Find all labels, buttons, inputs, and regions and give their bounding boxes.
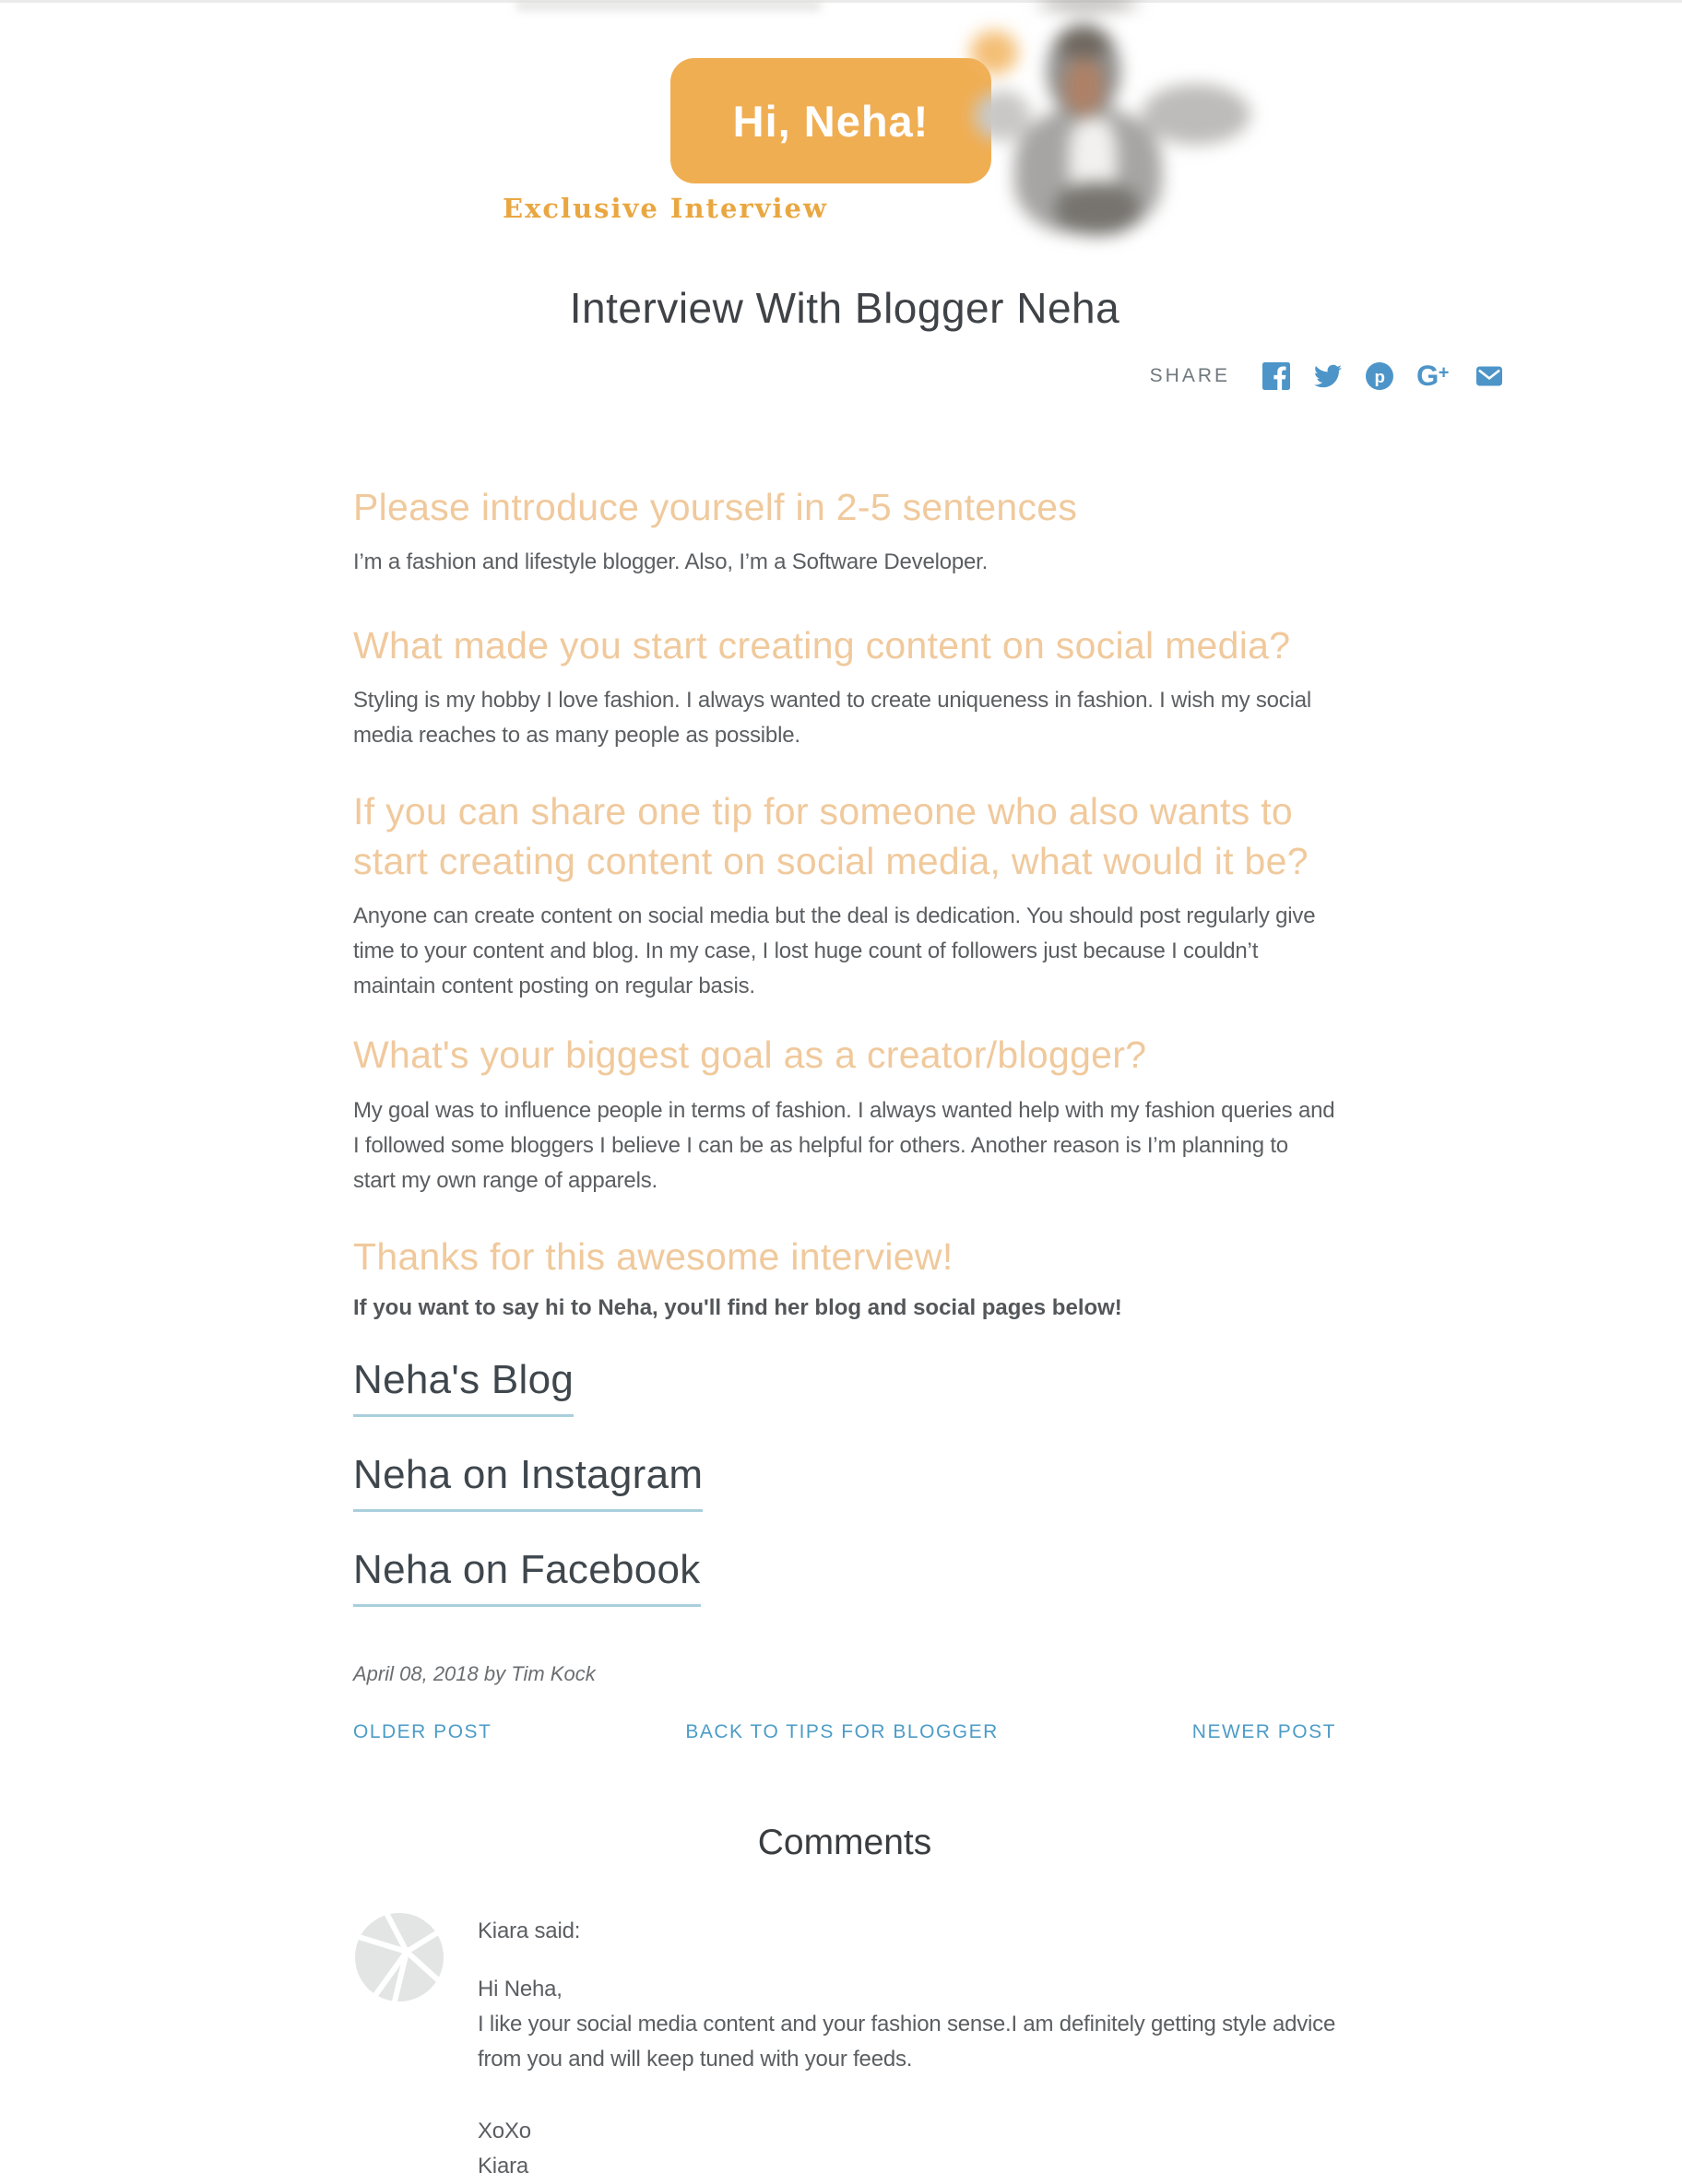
question-heading-1: Please introduce yourself in 2-5 sentences — [353, 486, 1078, 528]
answer-paragraph-3: Anyone can create content on social media but the deal is dedication. You should post regularly give time to your content and blog. In my case, I lost huge count of followers just because I couldn’t maintain content posting on regular basis. — [353, 903, 1316, 999]
back-to-blog-link[interactable]: BACK TO TIPS FOR BLOGGER — [685, 1720, 999, 1742]
comment-greeting: Hi Neha, — [478, 1976, 563, 2001]
comment-signoff-name: Kiara — [478, 2153, 529, 2178]
hero-badge — [670, 58, 991, 183]
question-heading-4: What's your biggest goal as a creator/blogger? — [353, 1033, 1147, 1077]
answer-paragraph-4: My goal was to influence people in terms of fashion. I always wanted help with my fashion queries and I followed some bloggers I believe I can be as helpful for others. Another reason is I’m planning to start my own range of apparels. — [353, 1097, 1335, 1193]
answer-paragraph-1: I’m a fashion and lifestyle blogger. Also, I’m a Software Developer. — [353, 549, 989, 575]
comment-author-line: Kiara said: — [478, 1918, 581, 1943]
twitter-share-icon[interactable] — [1313, 362, 1343, 390]
facebook-share-icon[interactable] — [1262, 362, 1290, 390]
closing-heading: Thanks for this awesome interview! — [353, 1234, 954, 1278]
outro-note: If you want to say hi to Neha, you'll find her blog and social pages below! — [353, 1294, 1122, 1320]
post-navigation — [353, 1721, 1336, 1743]
svg-text:+: + — [1438, 362, 1450, 384]
google-plus-share-icon[interactable] — [1416, 362, 1453, 390]
neha-blog-link[interactable]: Neha's Blog — [353, 1357, 574, 1417]
comment-signoff-xoxo: XoXo — [478, 2118, 531, 2143]
hero-image — [0, 3, 1682, 244]
question-heading-2: What made you start creating content on social media? — [353, 624, 1291, 667]
hero-tagline: Exclusive Interview — [503, 193, 828, 224]
blogger-photo — [959, 3, 1226, 244]
neha-instagram-link[interactable]: Neha on Instagram — [353, 1452, 703, 1512]
pinterest-share-icon[interactable] — [1366, 362, 1393, 390]
answer-paragraph-2: Styling is my hobby I love fashion. I always wanted to create uniqueness in fashion. I wish my social media reaches to as many people as possible. — [353, 688, 1311, 749]
post-title: Interview With Blogger Neha — [569, 284, 1120, 332]
hero-badge-text: Hi, Neha! — [732, 96, 930, 146]
comments-heading: Comments — [757, 1822, 932, 1862]
email-share-icon[interactable] — [1476, 363, 1502, 389]
newer-post-link[interactable]: NEWER POST — [1191, 1720, 1336, 1742]
svg-text:G: G — [1416, 362, 1439, 390]
article-body — [353, 482, 1336, 2184]
neha-facebook-link[interactable]: Neha on Facebook — [353, 1547, 701, 1607]
comment-body — [478, 1913, 1336, 2184]
share-label: SHARE — [1149, 365, 1230, 386]
comment-message: I like your social media content and your fashion sense.I am definitely getting style advice from you and will keep tuned with your feeds. — [478, 2011, 1336, 2072]
share-bar — [353, 362, 1502, 390]
post-meta-date: April 08, 2018 by Tim Kock — [353, 1661, 596, 1685]
hero-texture — [516, 1, 821, 10]
svg-text:p: p — [1374, 367, 1385, 386]
older-post-link[interactable]: OLDER POST — [353, 1720, 492, 1742]
question-heading-3: If you can share one tip for someone who also wants to start creating content on social media, what would it be? — [353, 790, 1309, 883]
commenter-avatar — [353, 1913, 445, 2005]
comment-item — [353, 1913, 1336, 2184]
